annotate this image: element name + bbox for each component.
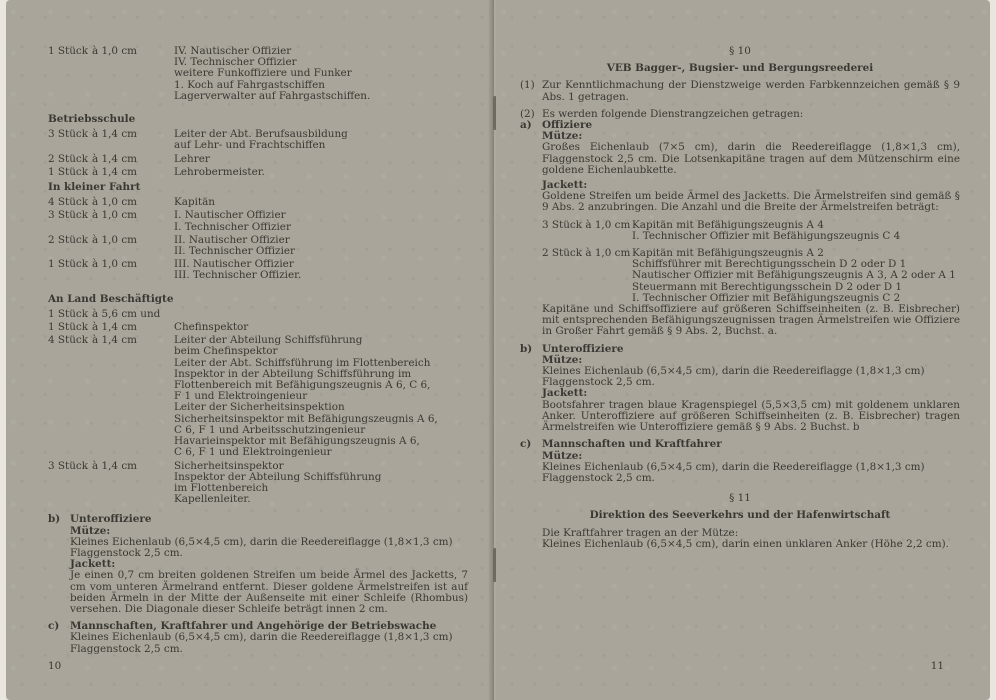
land-rank-line: Havarieinspektor mit Befähigungszeugnis A 6, [174,435,420,448]
land-rank-line: Inspektor der Abteilung Schiffsführung [174,470,382,483]
right-a-muetze-text: Großes Eichenlaub (7×5 cm), darin die Reedereiflagge (1,8×1,3 cm), Flaggenstock 2,5 cm. Die Lotsenkapitäne tragen auf dem Mützenschirm eine goldene Eichenlaubkette. [542,141,960,176]
right-section-c [520,439,960,484]
betriebsschule-qty: 2 Stück [48,152,89,165]
left-b-muetze-label: Mütze: [70,524,111,537]
land-rank-line: Leiter der Sicherheitsinspektion [174,401,345,414]
kleine-fahrt-rank-line: I. Technischer Offizier [174,220,291,233]
rank-list [542,220,960,304]
land-size: à 1,4 cm [92,459,137,472]
betriebsschule-rank-line: Leiter der Abt. Berufsausbildung [174,128,348,141]
para-1 [520,80,960,102]
land-qty: 1 Stück [48,307,89,320]
betriebsschule-size: à 1,4 cm [92,128,137,141]
betriebsschule-entry [48,167,468,178]
left-section-c [48,621,468,655]
top-rank-line: IV. Technischer Offizier [174,56,297,69]
land-qty: 1 Stück [48,321,89,334]
kleine-fahrt-qty: 4 Stück [48,196,89,209]
land-rank-line: C 6, F 1 und Elektroingenieur [174,446,332,459]
land-rank-line: F 1 und Elektroingenieur [174,390,308,403]
right-page [496,0,990,700]
land-rank-line: Sicherheitsinspektor mit Befähigungszeugnis A 6, [174,412,438,425]
land-entries [48,309,468,505]
betriebsschule-rank-line: Lehrobermeister. [174,165,265,178]
land-size: à 1,4 cm [92,334,137,347]
land-rank-line [174,309,468,320]
betriebsschule-heading: Betriebsschule [48,113,136,126]
top-entries [48,46,468,102]
rank-line: Nautischer Offizier mit Befähigungszeugnis A 3, A 2 oder A 1 [632,269,956,282]
right-page-content [520,46,960,550]
rank-qty: 3 Stück à 1,0 cm [542,218,631,231]
kleine-fahrt-rank-line: III. Nautischer Offizier [174,258,294,271]
left-section-b [48,514,468,615]
kleine-fahrt-size: à 1,0 cm [92,196,137,209]
kleine-fahrt-qty: 1 Stück [48,258,89,271]
right-section-a [520,120,960,338]
rank-line: I. Technischer Offizier mit Befähigungszeugnis C 2 [632,291,901,304]
betriebsschule-size: à 1,4 cm [92,165,137,178]
right-a-closing: Kapitäne und Schiffsoffiziere auf größeren Schiffseinheiten (z. B. Eisbrecher) mit entsprechenden Befähigungszeugnissen tragen Ärmelstreifen wie Offiziere in Großer Fahrt gemäß § 9 Abs. 2, Buchst. a. [542,303,960,338]
land-rank-line: C 6, F 1 und Arbeitsschutzingenieur [174,423,366,436]
kleine-fahrt-entries [48,197,468,281]
top-rank-line: weitere Funkoffiziere und Funker [174,67,352,80]
right-a-muetze-label: Mütze: [542,130,583,143]
right-b-jackett-label: Jackett: [542,387,588,400]
right-b-muetze-text: Kleines Eichenlaub (6,5×4,5 cm), darin die Reedereiflagge (1,8×1,3 cm) Flaggenstock 2,5 cm. [542,365,925,389]
kleine-fahrt-rank-line: III. Technischer Offizier. [174,269,302,282]
betriebsschule-rank-line: Lehrer [174,152,210,165]
direktion-heading: Direktion des Seeverkehrs und der Hafenwirtschaft [589,509,891,522]
rank-desc [632,220,960,242]
kleine-fahrt-rank-line: II. Technischer Offizier [174,245,296,258]
kleine-fahrt-entry [48,197,468,208]
kleine-fahrt-size: à 1,0 cm [92,258,137,271]
left-b-title: Unteroffiziere [70,513,152,526]
land-rank-line: Leiter der Abt. Schiffsführung im Flottenbereich [174,356,431,369]
company-heading: VEB Bagger-, Bugsier- und Bergungsreederei [606,62,874,75]
land-qty: 3 Stück [48,459,89,472]
land-rank-line: Flottenbereich mit Befähigungszeugnis A 6, C 6, [174,379,431,392]
section-11-heading: § 11 [729,492,751,505]
kleine-fahrt-size: à 1,0 cm [92,209,137,222]
land-heading: An Land Beschäftigte [48,292,174,305]
right-b-label: b) [520,342,533,355]
kleine-fahrt-rank-line: Kapitän [174,196,215,209]
land-qty: 4 Stück [48,334,89,347]
right-c-title: Mannschaften und Kraftfahrer [542,438,722,451]
top-rank-line: Lagerverwalter auf Fahrgastschiffen. [174,89,371,102]
rank-line: Schiffsführer mit Berechtigungsschein D 2 oder D 1 [632,258,907,271]
right-c-label: c) [520,438,532,451]
left-c-title: Mannschaften, Kraftfahrer und Angehörige der Betriebswache [70,620,437,633]
para-2-text: Es werden folgende Dienstrangzeichen getragen: [542,107,804,120]
right-page-number: 11 [930,660,944,672]
kleine-fahrt-entry [48,259,468,281]
land-rank-line: Kapellenleiter. [174,493,251,506]
para-2-num: (2) [520,107,535,120]
left-c-text: Kleines Eichenlaub (6,5×4,5 cm), darin die Reedereiflagge (1,8×1,3 cm) Flaggenstock 2,5 cm. [70,631,453,655]
direktion-text: Die Kraftfahrer tragen an der Mütze: [542,526,739,539]
right-a-title: Offiziere [542,119,593,132]
top-size: à 1,0 cm [92,45,137,57]
land-rank-line: Sicherheitsinspektor [174,459,284,472]
right-a-label: a) [520,119,532,132]
land-size: à 1,4 cm [92,321,137,334]
para-1-num: (1) [520,79,535,92]
kleine-fahrt-rank-line: II. Nautischer Offizier [174,233,290,246]
land-size: à 5,6 cm und [92,307,161,320]
betriebsschule-entry [48,129,468,151]
kleine-fahrt-qty: 2 Stück [48,233,89,246]
left-b-muetze-text: Kleines Eichenlaub (6,5×4,5 cm), darin die Reedereiflagge (1,8×1,3 cm) Flaggenstock 2,5 cm. [70,535,453,559]
land-rank-line: im Flottenbereich [174,481,269,494]
kleine-fahrt-entry [48,235,468,257]
right-b-title: Unteroffiziere [542,342,624,355]
betriebsschule-qty: 1 Stück [48,165,89,178]
land-rank-line: Leiter der Abteilung Schiffsführung [174,334,363,347]
rank-line: Steuermann mit Berechtigungsschein D 2 oder D 1 [632,280,902,293]
betriebsschule-entries [48,129,468,178]
section-10-heading: § 10 [729,45,751,57]
right-b-muetze-label: Mütze: [542,353,583,366]
top-entry [48,46,468,102]
land-entry [48,461,468,506]
top-qty: 1 Stück [48,45,89,57]
right-c-muetze-text: Kleines Eichenlaub (6,5×4,5 cm), darin die Reedereiflagge (1,8×1,3 cm) Flaggenstock 2,5 cm. [542,460,925,484]
right-c-muetze-label: Mütze: [542,449,583,462]
left-c-label: c) [48,620,60,633]
kleine-fahrt-size: à 1,0 cm [92,233,137,246]
left-b-label: b) [48,513,61,526]
land-entry [48,309,468,320]
para-1-text: Zur Kenntlichmachung der Dienstzweige werden Farbkennzeichen gemäß § 9 Abs. 1 getragen. [542,79,960,103]
land-rank-line: Chefinspektor [174,321,249,334]
right-section-b [520,344,960,434]
betriebsschule-rank-line: auf Lehr- und Frachtschiffen [174,139,326,152]
left-b-jackett-text: Je einen 0,7 cm breiten goldenen Streifen um beide Ärmel des Jacketts, 7 cm vom unteren Ärmelrand entfernt. Dieser goldene Ärmelstreifen ist auf beiden Ärmeln in der Mitte der Außenseite mit einer Schleife (Rhombus) versehen. Die Diagonale dieser Schleife beträgt innen 2 cm. [70,569,468,615]
kleine-fahrt-entry [48,210,468,232]
rank-row [542,248,960,304]
betriebsschule-size: à 1,4 cm [92,152,137,165]
top-rank-line: IV. Nautischer Offizier [174,45,292,57]
rank-line: I. Technischer Offizier mit Befähigungszeugnis C 4 [632,229,901,242]
rank-desc [632,248,960,304]
kleine-fahrt-rank-line: I. Nautischer Offizier [174,209,286,222]
kleine-fahrt-heading: In kleiner Fahrt [48,181,141,194]
direktion-text-2: Kleines Eichenlaub (6,5×4,5 cm), darin einen unklaren Anker (Höhe 2,2 cm). [542,537,949,550]
left-page-number: 10 [48,660,62,672]
kleine-fahrt-qty: 3 Stück [48,209,89,222]
right-a-jackett-text: Goldene Streifen um beide Ärmel des Jacketts. Die Ärmelstreifen sind gemäß § 9 Abs. 2 anzubringen. Die Anzahl und die Breite der Ärmelstreifen beträgt: [542,190,960,214]
rank-qty: 2 Stück à 1,0 cm [542,247,631,260]
left-b-jackett-label: Jackett: [70,558,116,571]
betriebsschule-entry [48,154,468,165]
betriebsschule-qty: 3 Stück [48,128,89,141]
right-b-jackett-text: Bootsfahrer tragen blaue Kragenspiegel (5,5×3,5 cm) mit goldenem unklaren Anker. Unteroffiziere auf größeren Schiffseinheiten (z. B. Eisbrecher) tragen Ärmelstreifen wie Unteroffiziere gemäß § 9 Abs. 2 Buchst. b [542,398,960,434]
right-a-jackett-label: Jackett: [542,179,588,192]
left-page [6,0,494,700]
land-rank-line: Inspektor in der Abteilung Schiffsführung im [174,367,412,380]
rank-line: Kapitän mit Befähigungszeugnis A 2 [632,247,824,260]
rank-line: Kapitän mit Befähigungszeugnis A 4 [632,218,824,231]
land-entry [48,335,468,458]
left-page-content [48,46,468,655]
land-entry [48,322,468,333]
land-rank-line: beim Chefinspektor [174,345,278,358]
rank-row [542,220,960,242]
top-rank-line: 1. Koch auf Fahrgastschiffen [174,78,325,91]
